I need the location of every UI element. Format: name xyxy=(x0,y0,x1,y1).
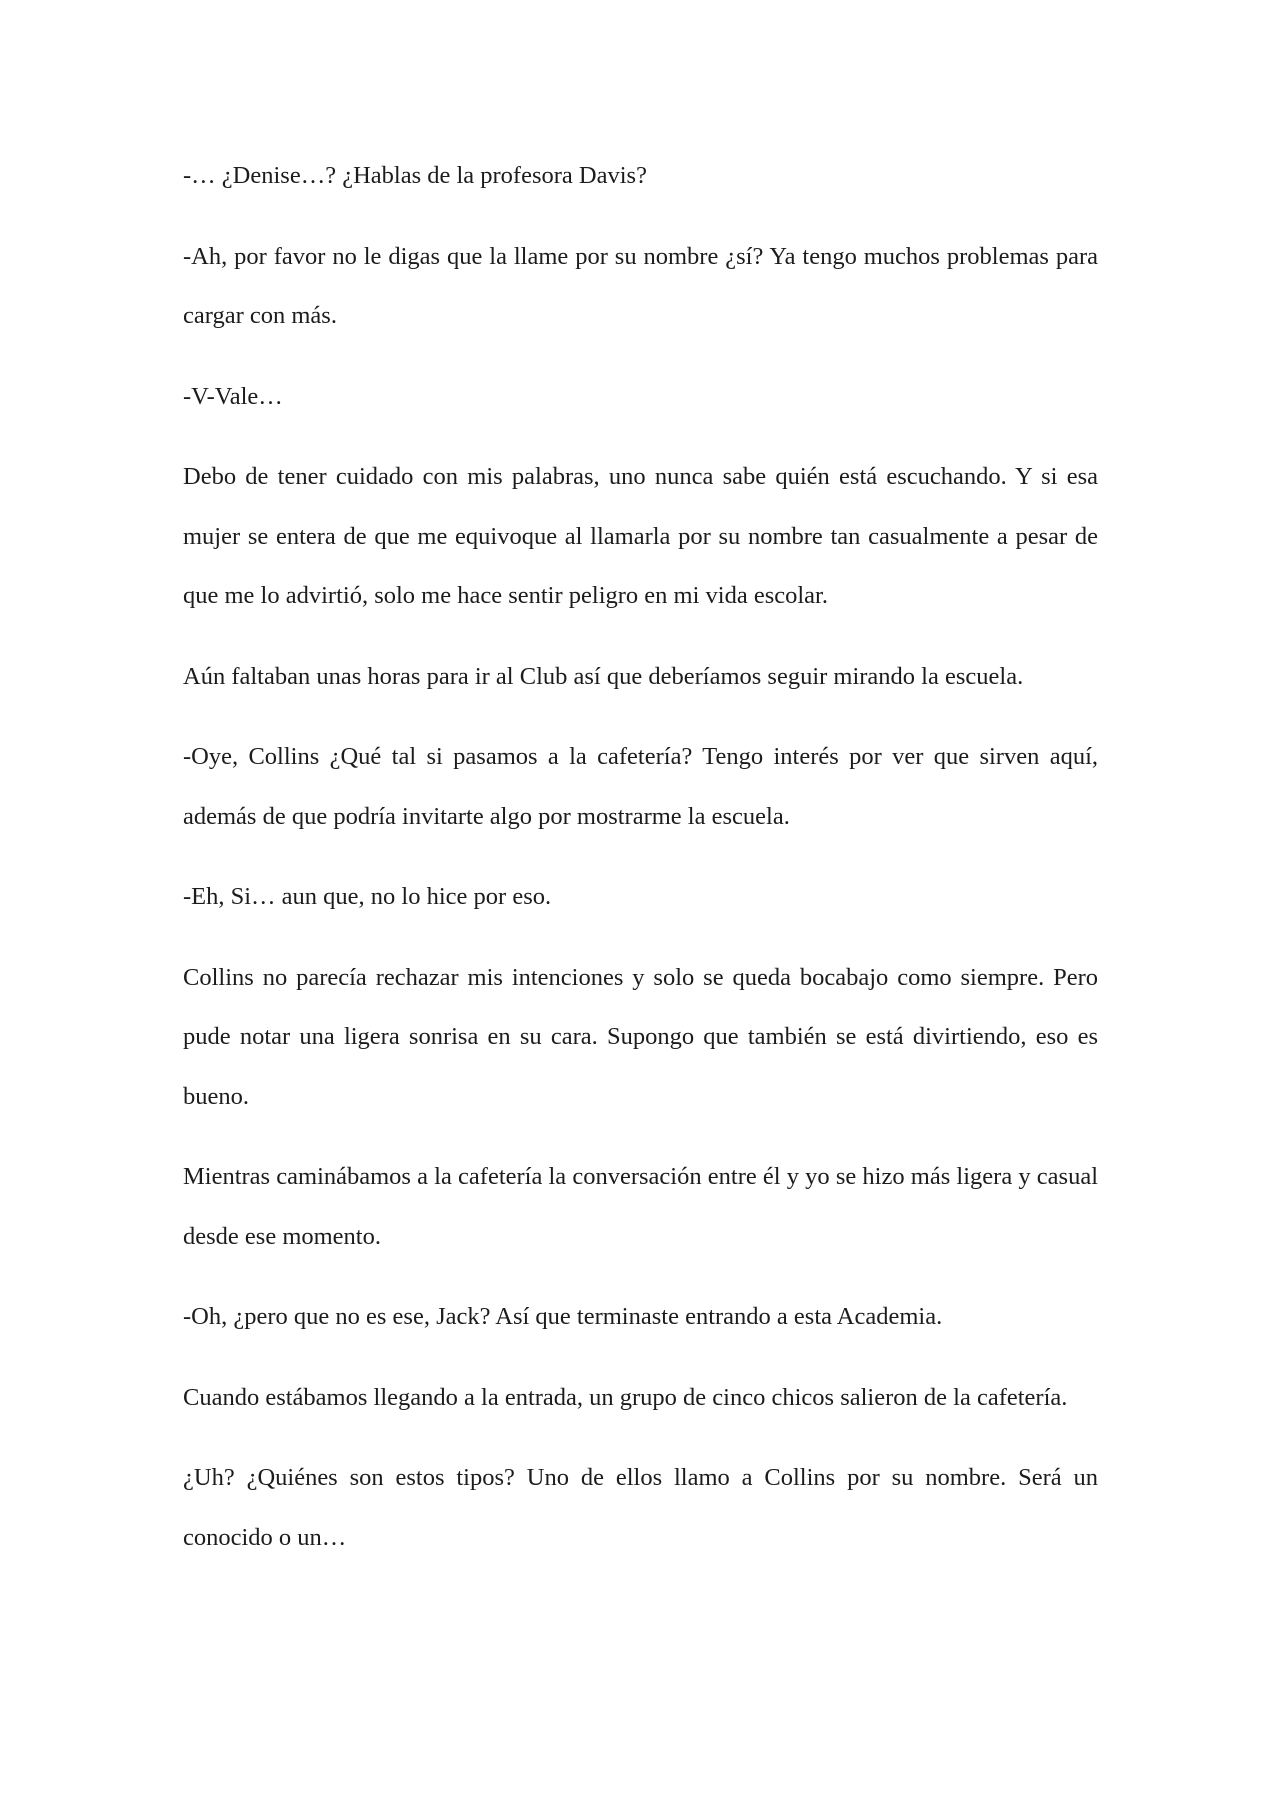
body-text xyxy=(183,146,1098,1588)
paragraph: ¿Uh? ¿Quiénes son estos tipos? Uno de ellos llamo a Collins por su nombre. Será un conocido o un… xyxy=(183,1464,1098,1551)
paragraph: -Oh, ¿pero que no es ese, Jack? Así que terminaste entrando a esta Academia. xyxy=(183,1303,943,1330)
paragraph: -Ah, por favor no le digas que la llame por su nombre ¿sí? Ya tengo muchos problemas para cargar con más. xyxy=(183,242,1098,329)
paragraph: -Eh, Si… aun que, no lo hice por eso. xyxy=(183,883,552,910)
paragraph: Cuando estábamos llegando a la entrada, un grupo de cinco chicos salieron de la cafetería. xyxy=(183,1383,1068,1411)
paragraph: Collins no parecía rechazar mis intenciones y solo se queda bocabajo como siempre. Pero pude notar una ligera sonrisa en su cara. Supongo que también se está divirtiendo, eso es bueno. xyxy=(183,963,1098,1110)
paragraph: Mientras caminábamos a la cafetería la conversación entre él y yo se hizo más ligera y casual desde ese momento. xyxy=(183,1163,1098,1250)
paragraph: Aún faltaban unas horas para ir al Club así que deberíamos seguir mirando la escuela. xyxy=(183,662,1024,690)
paragraph: Debo de tener cuidado con mis palabras, uno nunca sabe quién está escuchando. Y si esa mujer se entera de que me equivoque al llamarla por su nombre tan casualmente a pesar de que me lo advirtió, solo me hace sentir peligro en mi vida escolar. xyxy=(183,463,1098,609)
paragraph: -… ¿Denise…? ¿Hablas de la profesora Davis? xyxy=(183,162,647,189)
paragraph: -V-Vale… xyxy=(183,382,283,410)
paragraph: -Oye, Collins ¿Qué tal si pasamos a la cafetería? Tengo interés por ver que sirven aquí, además de que podría invitarte algo por mostrarme la escuela. xyxy=(183,743,1098,830)
